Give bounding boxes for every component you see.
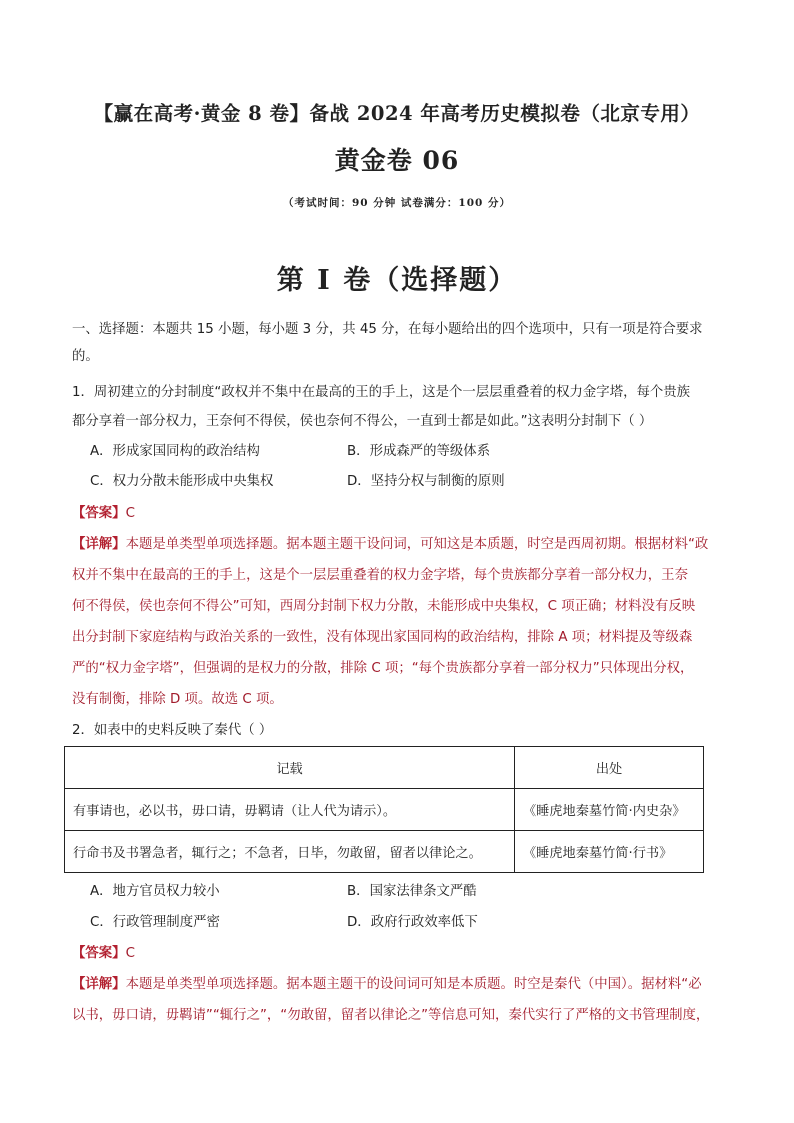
q1-answer-value: C	[125, 506, 135, 521]
q2-detail-tag: 【详解】	[72, 977, 126, 992]
q1-option-a: A．形成家国同构的政治结构	[90, 444, 260, 459]
table-cell-record: 行命书及书署急者，辄行之；不急者，日毕，勿敢留，留者以律论之。	[65, 831, 515, 873]
q2-option-a: A．地方官员权力较小	[90, 884, 220, 899]
q1-detail-line-4: 出分封制下家庭结构与政治关系的一致性，没有体现出家国同构的政治结构，排除 A 项；材料提及等级森	[72, 630, 693, 645]
q1-answer-tag: 【答案】	[72, 506, 126, 521]
q2-detail-text-1: 本题是单类型单项选择题。据本题主题干的设问词可知是本质题。时空是秦代（中国）。据材料“必	[125, 977, 702, 992]
q1-detail-line-6: 没有制衡，排除 D 项。故选 C 项。	[72, 692, 283, 707]
q1-stem-line-2: 都分享着一部分权力，王奈何不得侯，侯也奈何不得公，一直到士都是如此。”这表明分封制下（ ）	[72, 414, 653, 429]
table-header-record: 记载	[65, 747, 515, 789]
table-row	[65, 831, 704, 873]
q1-answer	[72, 502, 135, 521]
section-instructions-line-2: 的。	[72, 349, 99, 364]
q2-answer-tag: 【答案】	[72, 946, 126, 961]
q1-detail-text-1: 本题是单类型单项选择题。据本题主题干设问词，可知这是本质题，时空是西周初期。根据材料“政	[125, 537, 709, 552]
table-header-row	[65, 747, 704, 789]
q2-detail-line-2: 以书，毋口请，毋羁请”“辄行之”，“勿敢留，留者以律论之”等信息可知，秦代实行了严格的文书管理制度，	[72, 1008, 710, 1023]
q1-detail-line-1	[72, 533, 708, 552]
q2-detail-line-1	[72, 973, 702, 992]
q1-option-c: C．权力分散未能形成中央集权	[90, 474, 274, 489]
q1-option-b: B．形成森严的等级体系	[347, 444, 491, 459]
q1-detail-line-5: 严的“权力金字塔”，但强调的是权力的分散，排除 C 项；“每个贵族都分享着一部分权力”只体现出分权，	[72, 661, 694, 676]
table-row	[65, 789, 704, 831]
table-cell-record: 有事请也，必以书，毋口请，毋羁请（让人代为请示）。	[65, 789, 515, 831]
q1-option-d: D．坚持分权与制衡的原则	[347, 474, 505, 489]
q1-detail-line-2: 权并不集中在最高的王的手上，这是个一层层重叠着的权力金字塔，每个贵族都分享着一部分权力，王奈	[72, 568, 688, 583]
q2-answer	[72, 942, 135, 961]
q2-option-d: D．政府行政效率低下	[347, 915, 478, 930]
table-cell-source: 《睡虎地秦墓竹简·内史杂》	[515, 789, 704, 831]
q1-detail-tag: 【详解】	[72, 537, 126, 552]
section-instructions-line-1: 一、选择题：本题共 15 小题，每小题 3 分，共 45 分，在每小题给出的四个选项中，只有一项是符合要求	[72, 322, 703, 337]
section-title: 第 I 卷（选择题）	[276, 265, 518, 296]
source-table	[64, 746, 704, 873]
q2-stem: 2．如表中的史料反映了秦代（ ）	[72, 723, 273, 738]
q2-option-b: B．国家法律条文严酷	[347, 884, 477, 899]
document-title: 【赢在高考·黄金 8 卷】备战 2024 年高考历史模拟卷（北京专用）	[93, 102, 701, 125]
q1-detail-line-3: 何不得侯，侯也奈何不得公”可知，西周分封制下权力分散，未能形成中央集权，C 项正确；材料没有反映	[72, 599, 696, 614]
exam-info: （考试时间：90 分钟 试卷满分：100 分）	[283, 197, 511, 209]
q1-stem-line-1: 1．周初建立的分封制度“政权并不集中在最高的王的手上，这是个一层层重叠着的权力金字塔，每个贵族	[72, 385, 691, 400]
table-cell-source: 《睡虎地秦墓竹简·行书》	[515, 831, 704, 873]
table-header-source: 出处	[515, 747, 704, 789]
q2-option-c: C．行政管理制度严密	[90, 915, 220, 930]
q2-answer-value: C	[125, 946, 135, 961]
document-subtitle: 黄金卷 06	[334, 146, 460, 175]
